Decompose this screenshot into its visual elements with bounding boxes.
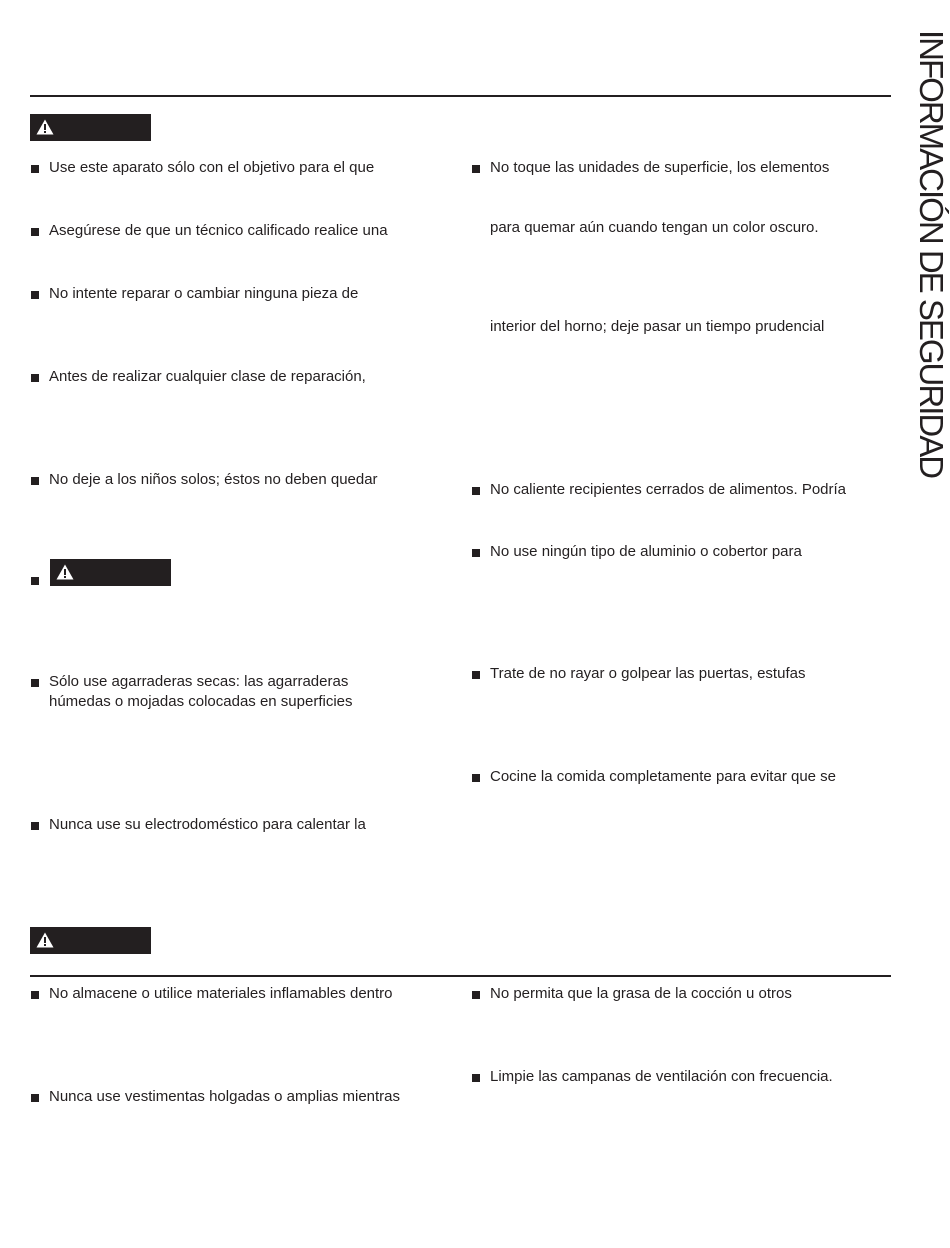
warning-label-box [50,559,171,586]
list-item: Cocine la comida completamente para evitar que se [490,768,837,785]
list-item: No almacene o utilice materiales inflamables dentro [49,985,393,1002]
square-bullet-icon [31,165,39,173]
square-bullet-icon [31,291,39,299]
list-item: Trate de no rayar o golpear las puertas, estufas [490,665,806,682]
warning-label-box [30,927,151,954]
list-item-continuation: interior del horno; deje pasar un tiempo prudencial [490,318,825,335]
list-item: Asegúrese de que un técnico calificado realice una [49,222,388,239]
warning-triangle-icon [56,564,74,580]
list-item: Limpie las campanas de ventilación con frecuencia. [490,1068,833,1085]
square-bullet-icon [31,477,39,485]
square-bullet-icon [31,822,39,830]
list-item-continuation: húmedas o mojadas colocadas en superficies [49,693,353,710]
square-bullet-icon [472,991,480,999]
square-bullet-icon [472,671,480,679]
list-item: Sólo use agarraderas secas: las agarraderas [49,673,349,690]
square-bullet-icon [472,549,480,557]
list-item: Nunca use vestimentas holgadas o amplias mientras [49,1088,401,1105]
square-bullet-icon [31,228,39,236]
list-item: No toque las unidades de superficie, los elementos [490,159,830,176]
square-bullet-icon [31,374,39,382]
square-bullet-icon [31,1094,39,1102]
square-bullet-icon [472,487,480,495]
section-divider [30,975,891,977]
list-item: No deje a los niños solos; éstos no deben quedar [49,471,378,488]
side-section-title: INFORMACIÓN DE SEGURIDAD [913,30,950,478]
list-item: Use este aparato sólo con el objetivo para el que [49,159,375,176]
warning-triangle-icon [36,932,54,948]
list-item-continuation: para quemar aún cuando tengan un color oscuro. [490,219,819,236]
square-bullet-icon [472,774,480,782]
warning-triangle-icon [36,119,54,135]
warning-label-box [30,114,151,141]
list-item: Nunca use su electrodoméstico para calentar la [49,816,366,833]
top-divider [30,95,891,97]
list-item: No permita que la grasa de la cocción u otros [490,985,792,1002]
list-item: No intente reparar o cambiar ninguna pieza de [49,285,359,302]
list-item: No use ningún tipo de aluminio o cobertor para [490,543,802,560]
square-bullet-icon [31,577,39,585]
square-bullet-icon [472,165,480,173]
square-bullet-icon [31,991,39,999]
list-item: No caliente recipientes cerrados de alimentos. Podría [490,481,847,498]
square-bullet-icon [31,679,39,687]
square-bullet-icon [472,1074,480,1082]
list-item: Antes de realizar cualquier clase de reparación, [49,368,366,385]
